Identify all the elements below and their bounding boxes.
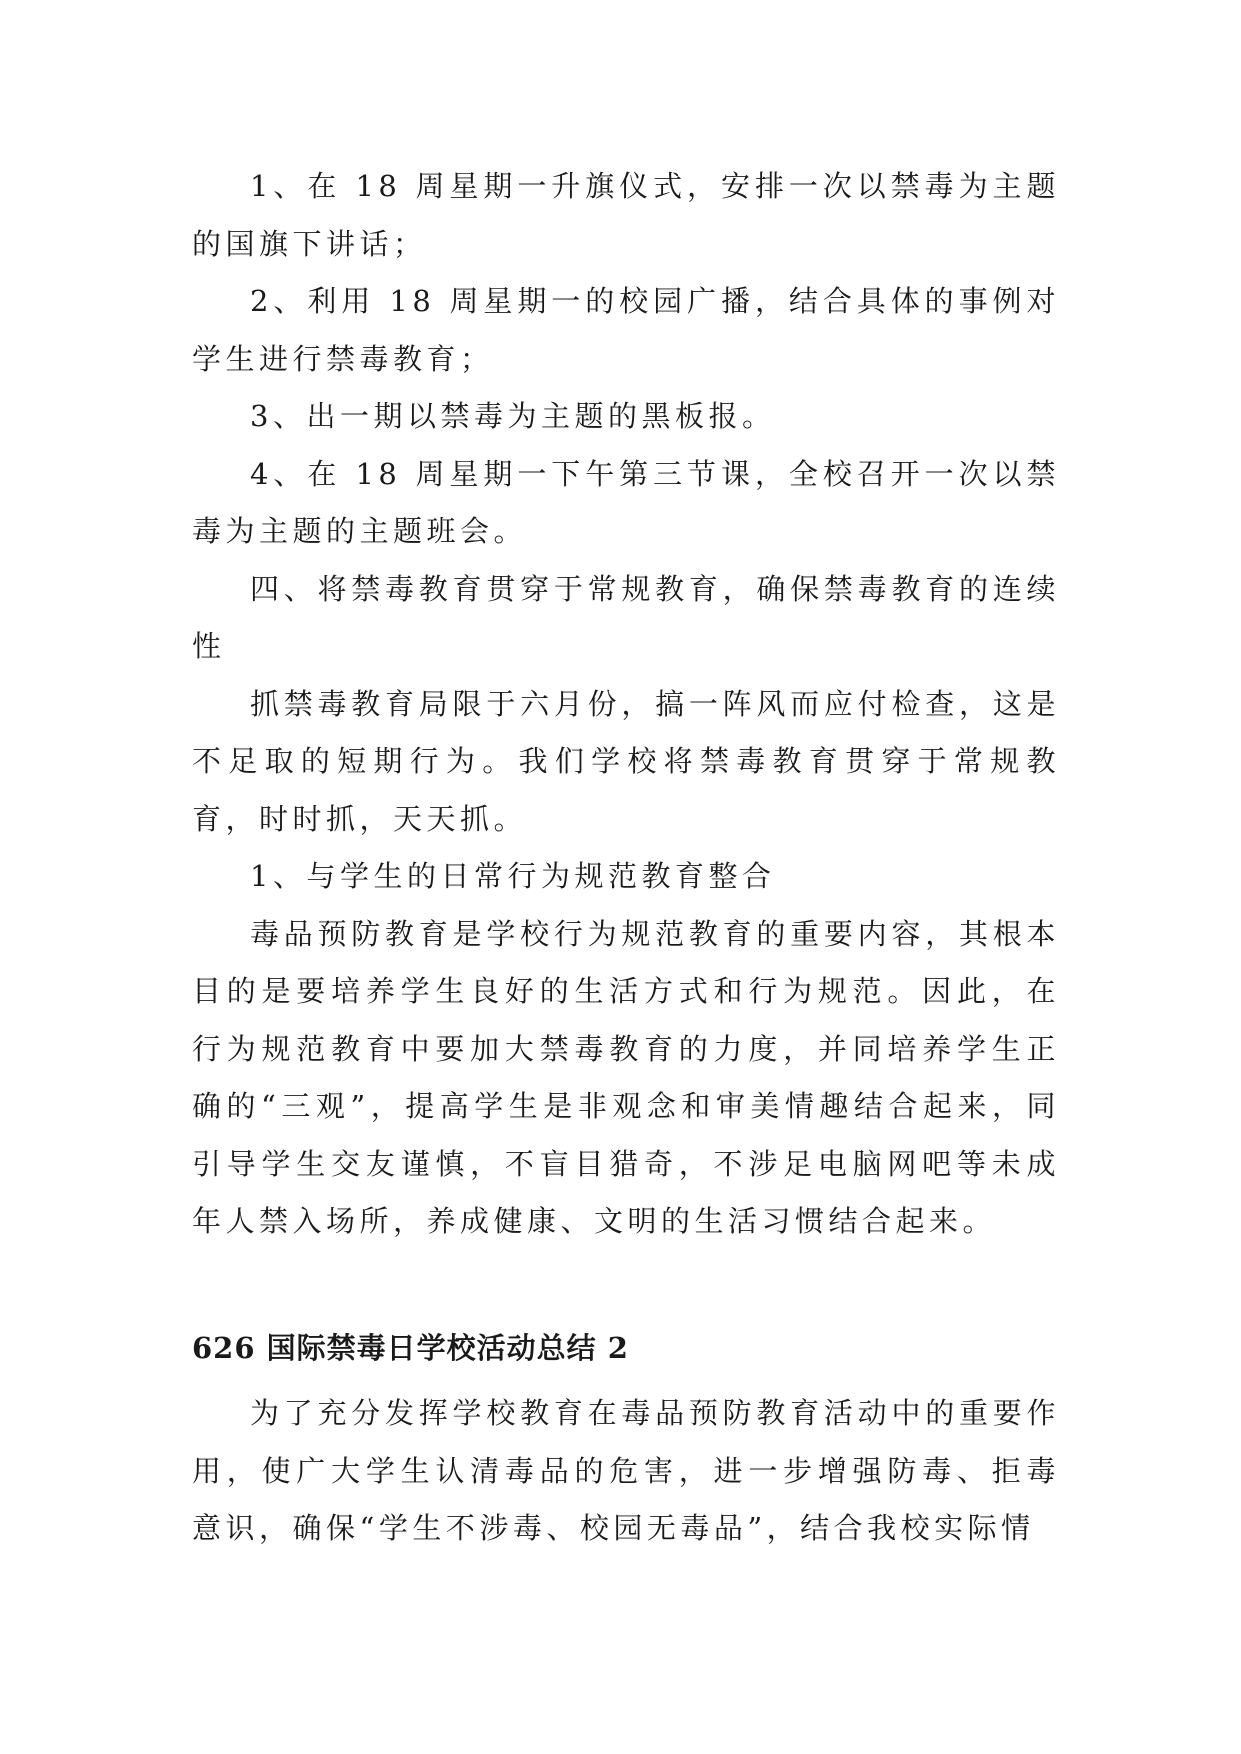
subsection-heading-four: 四、将禁毒教育贯穿于常规教育，确保禁毒教育的连续性: [192, 571, 1060, 663]
paragraph-routine-education: 抓禁毒教育局限于六月份，搞一阵风而应付检查，这是不足取的短期行为。我们学校将禁毒教育贯穿于常规教育，时时抓，天天抓。: [192, 686, 1060, 836]
body-text-block: [192, 158, 1060, 1251]
paragraph-prevention-education: 毒品预防教育是学校行为规范教育的重要内容，其根本目的是要培养学生良好的生活方式和行为规范。因此，在行为规范教育中要加大禁毒教育的力度，并同培养学生正确的“三观”，提高学生是非观念和审美情趣结合起来，同引导学生交友谨慎，不盲目猎奇，不涉足电脑网吧等未成年人禁入场所，养成健康、文明的生活习惯结合起来。: [192, 916, 1060, 1238]
list-item-behavior-norms: 1、与学生的日常行为规范教育整合: [250, 859, 776, 893]
paragraph-intro: 为了充分发挥学校教育在毒品预防教育活动中的重要作用，使广大学生认清毒品的危害，进一步增强防毒、拒毒意识，确保“学生不涉毒、校园无毒品”，结合我校实际情: [192, 1396, 1060, 1545]
list-item-campus-broadcast: 2、利用 18 周星期一的校园广播，结合具体的事例对学生进行禁毒教育；: [192, 284, 1060, 376]
list-item-blackboard: 3、出一期以禁毒为主题的黑板报。: [250, 399, 776, 433]
body-text-block-2: [192, 1385, 1060, 1558]
section-heading: 626 国际禁毒日学校活动总结 2: [192, 1331, 629, 1365]
list-item-flag-ceremony: 1、在 18 周星期一升旗仪式，安排一次以禁毒为主题的国旗下讲话；: [192, 169, 1060, 261]
list-item-class-meeting: 4、在 18 周星期一下午第三节课，全校召开一次以禁毒为主题的主题班会。: [192, 456, 1060, 548]
